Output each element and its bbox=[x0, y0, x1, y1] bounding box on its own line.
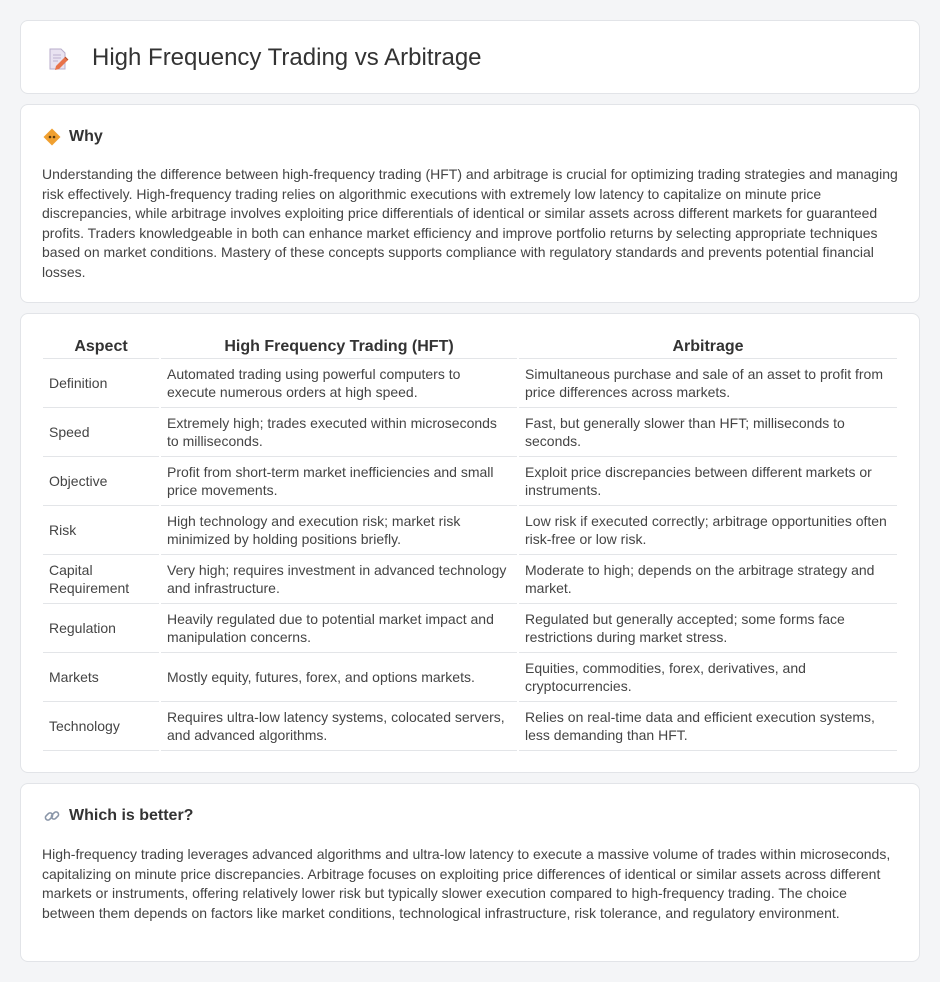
document-pencil-icon bbox=[47, 47, 69, 71]
why-card bbox=[20, 104, 920, 303]
header-aspect: Aspect bbox=[43, 335, 159, 359]
cell-aspect: Technology bbox=[43, 702, 159, 751]
table-row bbox=[43, 457, 897, 506]
diamond-warning-icon bbox=[43, 128, 61, 146]
cell-hft: Profit from short-term market inefficiencies and small price movements. bbox=[161, 457, 517, 506]
table-row bbox=[43, 359, 897, 408]
cell-arbitrage: Relies on real-time data and efficient execution systems, less demanding than HFT. bbox=[519, 702, 897, 751]
cell-hft: Mostly equity, futures, forex, and options markets. bbox=[161, 653, 517, 702]
page-title: High Frequency Trading vs Arbitrage bbox=[92, 44, 482, 71]
better-title: Which is better? bbox=[69, 807, 194, 824]
header-arbitrage: Arbitrage bbox=[519, 335, 897, 359]
header-card bbox=[20, 20, 920, 94]
cell-hft: Heavily regulated due to potential market impact and manipulation concerns. bbox=[161, 604, 517, 653]
better-card bbox=[20, 783, 920, 962]
cell-arbitrage: Simultaneous purchase and sale of an asset to profit from price differences across markets. bbox=[519, 359, 897, 408]
table-header-row bbox=[43, 335, 897, 359]
cell-aspect: Risk bbox=[43, 506, 159, 555]
cell-arbitrage: Regulated but generally accepted; some forms face restrictions during market stress. bbox=[519, 604, 897, 653]
cell-arbitrage: Moderate to high; depends on the arbitrage strategy and market. bbox=[519, 555, 897, 604]
cell-aspect: Markets bbox=[43, 653, 159, 702]
why-heading bbox=[43, 127, 103, 147]
cell-aspect: Speed bbox=[43, 408, 159, 457]
table-row bbox=[43, 555, 897, 604]
cell-aspect: Regulation bbox=[43, 604, 159, 653]
cell-hft: Very high; requires investment in advanced technology and infrastructure. bbox=[161, 555, 517, 604]
cell-hft: High technology and execution risk; market risk minimized by holding positions briefly. bbox=[161, 506, 517, 555]
comparison-table bbox=[41, 335, 899, 751]
cell-arbitrage: Exploit price discrepancies between different markets or instruments. bbox=[519, 457, 897, 506]
cell-hft: Automated trading using powerful computers to execute numerous orders at high speed. bbox=[161, 359, 517, 408]
table-row bbox=[43, 408, 897, 457]
table-row bbox=[43, 653, 897, 702]
cell-aspect: Capital Requirement bbox=[43, 555, 159, 604]
cell-hft: Requires ultra-low latency systems, colocated servers, and advanced algorithms. bbox=[161, 702, 517, 751]
table-row bbox=[43, 604, 897, 653]
link-icon bbox=[43, 807, 61, 825]
table-row bbox=[43, 702, 897, 751]
cell-arbitrage: Equities, commodities, forex, derivatives, and cryptocurrencies. bbox=[519, 653, 897, 702]
cell-aspect: Objective bbox=[43, 457, 159, 506]
why-title: Why bbox=[69, 128, 103, 145]
better-body: High-frequency trading leverages advanced algorithms and ultra-low latency to execute a massive volume of trades within microseconds, capitalizing on minute price discrepancies. Arbitrage focuses on exploiting price differences of identical or similar assets across different markets or instruments, offering relatively lower risk but typically slower execution compared to high-frequency trading. The choice between them depends on factors like market conditions, technological infrastructure, risk tolerance, and regulatory environment. bbox=[42, 846, 891, 921]
cell-aspect: Definition bbox=[43, 359, 159, 408]
cell-arbitrage: Low risk if executed correctly; arbitrage opportunities often risk-free or low risk. bbox=[519, 506, 897, 555]
why-body: Understanding the difference between high-frequency trading (HFT) and arbitrage is crucial for optimizing trading strategies and managing risk effectively. High-frequency trading relies on algorithmic executions with extremely low latency to capitalize on minute price discrepancies, while arbitrage involves exploiting price differentials of identical or similar assets across different markets for guaranteed profits. Traders knowledgeable in both can enhance market efficiency and improve portfolio returns by selecting appropriate techniques based on market conditions. Mastery of these concepts supports compliance with regulatory standards and prevents potential financial losses. bbox=[42, 166, 898, 280]
better-heading bbox=[43, 806, 193, 826]
header-hft: High Frequency Trading (HFT) bbox=[161, 335, 517, 359]
cell-arbitrage: Fast, but generally slower than HFT; milliseconds to seconds. bbox=[519, 408, 897, 457]
table-row bbox=[43, 506, 897, 555]
comparison-card bbox=[20, 313, 920, 773]
cell-hft: Extremely high; trades executed within microseconds to milliseconds. bbox=[161, 408, 517, 457]
